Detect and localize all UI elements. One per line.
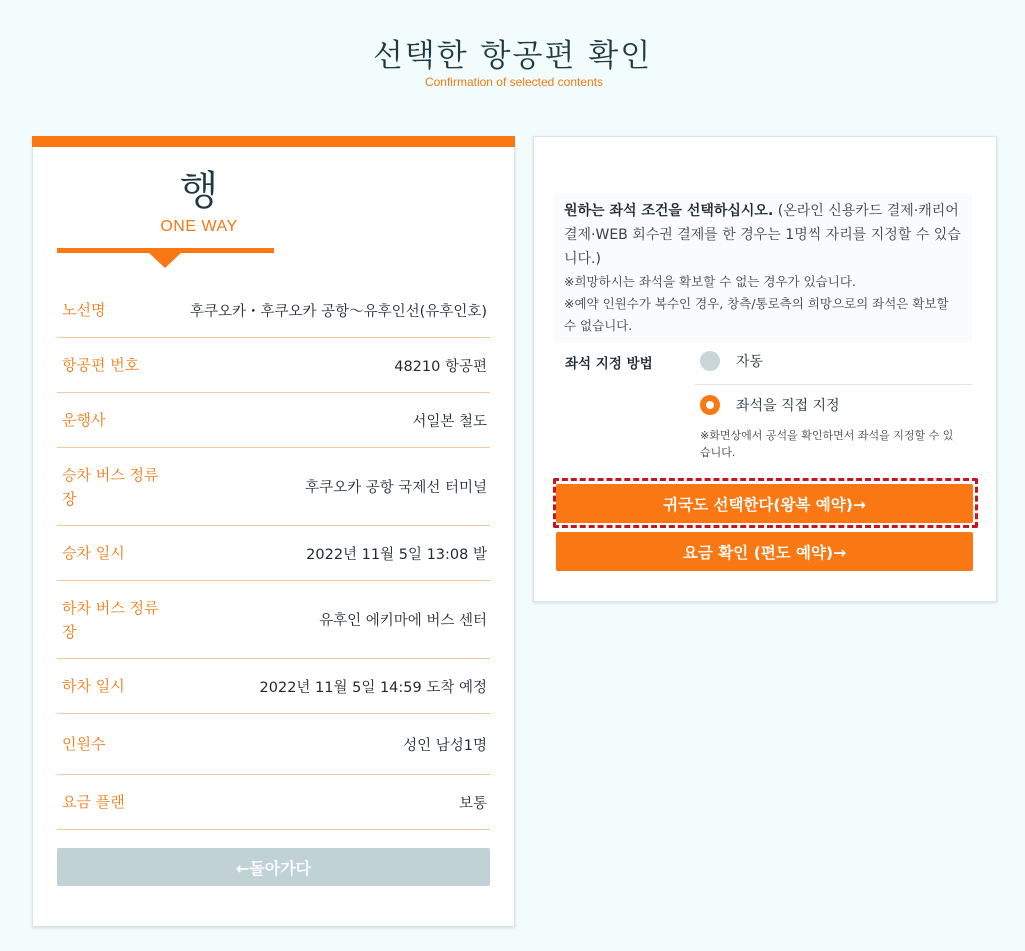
radio-unchecked-icon[interactable] (700, 351, 720, 371)
info-value: 2022년 11월 5일 13:08 발 (306, 546, 487, 563)
info-label: 요금 플랜 (62, 793, 125, 811)
info-value: 후쿠오카・후쿠오카 공항～유후인선(유후인호) (189, 303, 487, 320)
info-value: 후쿠오카 공항 국제선 터미널 (305, 480, 487, 496)
info-label: 노선명 (62, 301, 106, 319)
info-row-boarding-stop (57, 448, 490, 526)
info-row-operator (57, 393, 490, 448)
info-label: 승차 버스 정류장 (62, 465, 159, 508)
seat-notice-heading: 원하는 좌석 조건을 선택하십시오. (564, 203, 774, 219)
seat-notice (554, 193, 972, 343)
seat-note-1: ※희망하시는 좌석을 확보할 수 없는 경우가 있습니다. (564, 274, 856, 289)
info-value: 유후인 에키마에 버스 센터 (319, 613, 487, 629)
page-title: 선택한 항공편 확인 (372, 38, 653, 74)
info-value: 2022년 11월 5일 14:59 도착 예정 (259, 679, 487, 696)
info-label: 운행사 (62, 411, 106, 429)
seat-note-2: ※예약 인원수가 복수인 경우, 창측/통로측의 희망으로의 좌석은 확보할 수 없습니다. (564, 296, 949, 333)
info-row-boarding-time (57, 526, 490, 581)
seat-notice-text (564, 199, 962, 271)
info-value: 서일본 철도 (412, 413, 487, 430)
option-divider (695, 384, 972, 385)
seat-notice-detail: (온라인 신용카드 결제·캐리어 결제·WEB 회수권 결제를 한 경우는 1명씩 자리를 지정할 수 있습니다.) (564, 203, 961, 267)
trip-type-label: ONE WAY (160, 218, 238, 235)
trip-direction-label: 행 (179, 168, 219, 214)
info-row-passengers (57, 714, 490, 775)
one-way-button[interactable]: 요금 확인 (편도 예약)→ (556, 532, 973, 571)
seat-option-label: 좌석을 직접 지정 (736, 398, 840, 414)
radio-checked-icon[interactable] (700, 395, 720, 415)
trip-info-table (57, 283, 490, 830)
info-label: 하차 일시 (62, 677, 125, 695)
seat-option-manual[interactable] (700, 395, 840, 415)
round-trip-button[interactable]: 귀국도 선택한다(왕복 예약)→ (556, 484, 973, 523)
card-accent-bar (32, 136, 515, 147)
back-button[interactable]: ←돌아가다 (57, 848, 490, 886)
info-label: 인원수 (62, 735, 106, 753)
seat-option-manual-note: ※화면상에서 공석을 확인하면서 좌석을 지정할 수 있습니다. (700, 429, 954, 459)
info-row-alighting-time (57, 659, 490, 714)
info-value: 48210 항공편 (394, 358, 487, 375)
info-label: 항공편 번호 (62, 356, 140, 374)
seat-option-label: 자동 (736, 354, 764, 370)
info-label: 승차 일시 (62, 544, 125, 562)
info-row-flight-number (57, 338, 490, 393)
info-value: 보통 (458, 795, 487, 812)
info-row-fare-plan (57, 775, 490, 830)
info-value: 성인 남성1명 (403, 737, 487, 754)
info-row-alighting-stop (57, 581, 490, 659)
seat-method-label: 좌석 지정 방법 (565, 356, 653, 372)
seat-option-auto[interactable] (700, 351, 763, 371)
info-row-route (57, 283, 490, 338)
trip-details-card (32, 136, 515, 927)
page-subtitle: Confirmation of selected contents (424, 75, 604, 89)
info-label: 하차 버스 정류장 (62, 598, 159, 641)
caret-down-icon (148, 252, 182, 268)
